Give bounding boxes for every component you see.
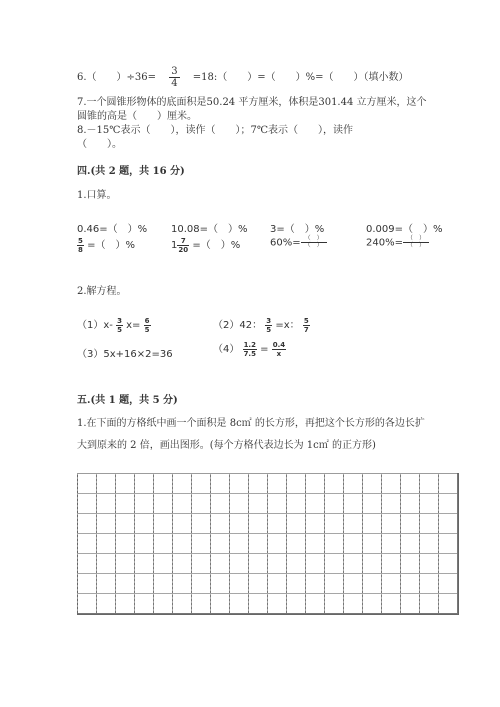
equation-1 (77, 316, 151, 334)
oral-r2c3-text: 60%= (270, 237, 301, 249)
question-6 (77, 66, 409, 89)
oral-r1c3: 3=（ ）% (270, 224, 325, 235)
equation-3: （3）5x+16×2=36 (77, 349, 173, 360)
oral-r2c1-fraction (77, 237, 84, 254)
oral-r2c2-text: =（ ）% (192, 240, 241, 251)
oral-r2c1-denominator: 8 (78, 245, 83, 254)
oral-r2c4-fraction (403, 236, 429, 249)
eq2-fraction-2 (303, 317, 310, 334)
eq4-fraction-2 (272, 341, 286, 358)
eq1-frac1-numerator: 3 (117, 316, 122, 325)
eq1-frac2-numerator: 6 (144, 316, 150, 325)
eq2-frac2-numerator: 5 (303, 316, 309, 325)
question-8-line1: 8.－15℃表示（ ），读作（ ）；7℃表示（ ），读作 (77, 125, 354, 136)
oral-r1c1: 0.46=（ ）% (77, 224, 148, 235)
eq4-part-a: （4） (213, 344, 240, 355)
section-5-q1-line2: 大到原来的 2 倍，画出图形。(每个方格代表边长为 1c㎡ 的正方形) (77, 440, 376, 451)
q6-fraction-denominator: 4 (171, 78, 178, 89)
eq4-frac1-denominator: 7.5 (243, 349, 256, 358)
eq4-frac1-numerator: 1.2 (243, 340, 256, 349)
oral-r1c4: 0.009=（ ）% (366, 224, 443, 235)
eq2-fraction-1 (265, 317, 272, 334)
equation-4 (213, 340, 286, 358)
eq1-part-a: （1）x- (77, 320, 113, 331)
oral-r2c3-numerator: （ ） (301, 236, 327, 243)
oral-r2c1 (77, 236, 135, 254)
oral-r2c4-numerator: （ ） (403, 236, 429, 243)
eq1-frac2-denominator: 5 (144, 325, 150, 334)
section-5-title: 五.(共 1 题，共 5 分) (77, 395, 178, 406)
eq4-frac2-numerator: 0.4 (272, 340, 286, 349)
section-5-q1-line1: 1.在下面的方格纸中画一个面积是 8c㎡ 的长方形，再把这个长方形的各边长扩 (77, 418, 425, 429)
section-4-q1-title: 1.口算。 (77, 190, 117, 201)
eq2-part-b: =x： (275, 320, 300, 331)
eq4-part-b: = (260, 344, 269, 355)
grid-paper[interactable] (77, 473, 459, 615)
q6-fraction (169, 66, 179, 89)
oral-r2c2-whole: 1 (171, 240, 178, 251)
eq2-part-a: （2）42： (213, 320, 263, 331)
oral-r2c2 (171, 236, 240, 254)
eq2-frac2-denominator: 7 (303, 325, 309, 334)
question-7-line2: 圆锥的高是（ ）厘米。 (77, 111, 197, 122)
oral-r2c3 (270, 236, 327, 249)
question-8-line2: （ ）。 (77, 139, 122, 150)
q6-text-b: =18:（ ）=（ ）%=（ ）（填小数） (192, 72, 409, 83)
section-4-title: 四.(共 2 题，共 16 分) (77, 166, 185, 177)
eq1-part-b: x= (126, 320, 141, 331)
eq2-frac1-denominator: 5 (266, 325, 272, 334)
q6-fraction-numerator: 3 (171, 66, 178, 77)
oral-r1c2: 10.08=（ ）% (171, 224, 248, 235)
eq1-frac1-denominator: 5 (117, 325, 122, 334)
section-4-q2-title: 2.解方程。 (77, 286, 127, 297)
eq1-fraction-2 (144, 317, 151, 334)
question-7-line1: 7.一个圆锥形物体的底面积是50.24 平方厘米，体积是301.44 立方厘米，这个 (77, 97, 427, 108)
eq4-fraction-1 (243, 341, 257, 358)
oral-r2c4-denominator: （ ） (406, 242, 425, 249)
eq2-frac1-numerator: 3 (266, 316, 272, 325)
q6-text-a: 6.（ ）÷36= (77, 72, 157, 83)
oral-r2c4 (366, 236, 429, 249)
eq4-frac2-denominator: x (276, 349, 282, 358)
oral-r2c2-denominator: 20 (178, 245, 189, 254)
oral-r2c1-numerator: 5 (78, 236, 83, 245)
oral-r2c4-text: 240%= (366, 237, 403, 249)
eq1-fraction-1 (116, 317, 123, 334)
oral-r2c1-text: =（ ）% (87, 240, 135, 251)
oral-r2c2-numerator: 7 (177, 237, 189, 246)
oral-r2c3-fraction (301, 236, 327, 249)
oral-r2c3-denominator: （ ） (304, 242, 323, 249)
equation-2 (213, 316, 310, 334)
oral-r2c2-fraction (177, 237, 189, 254)
